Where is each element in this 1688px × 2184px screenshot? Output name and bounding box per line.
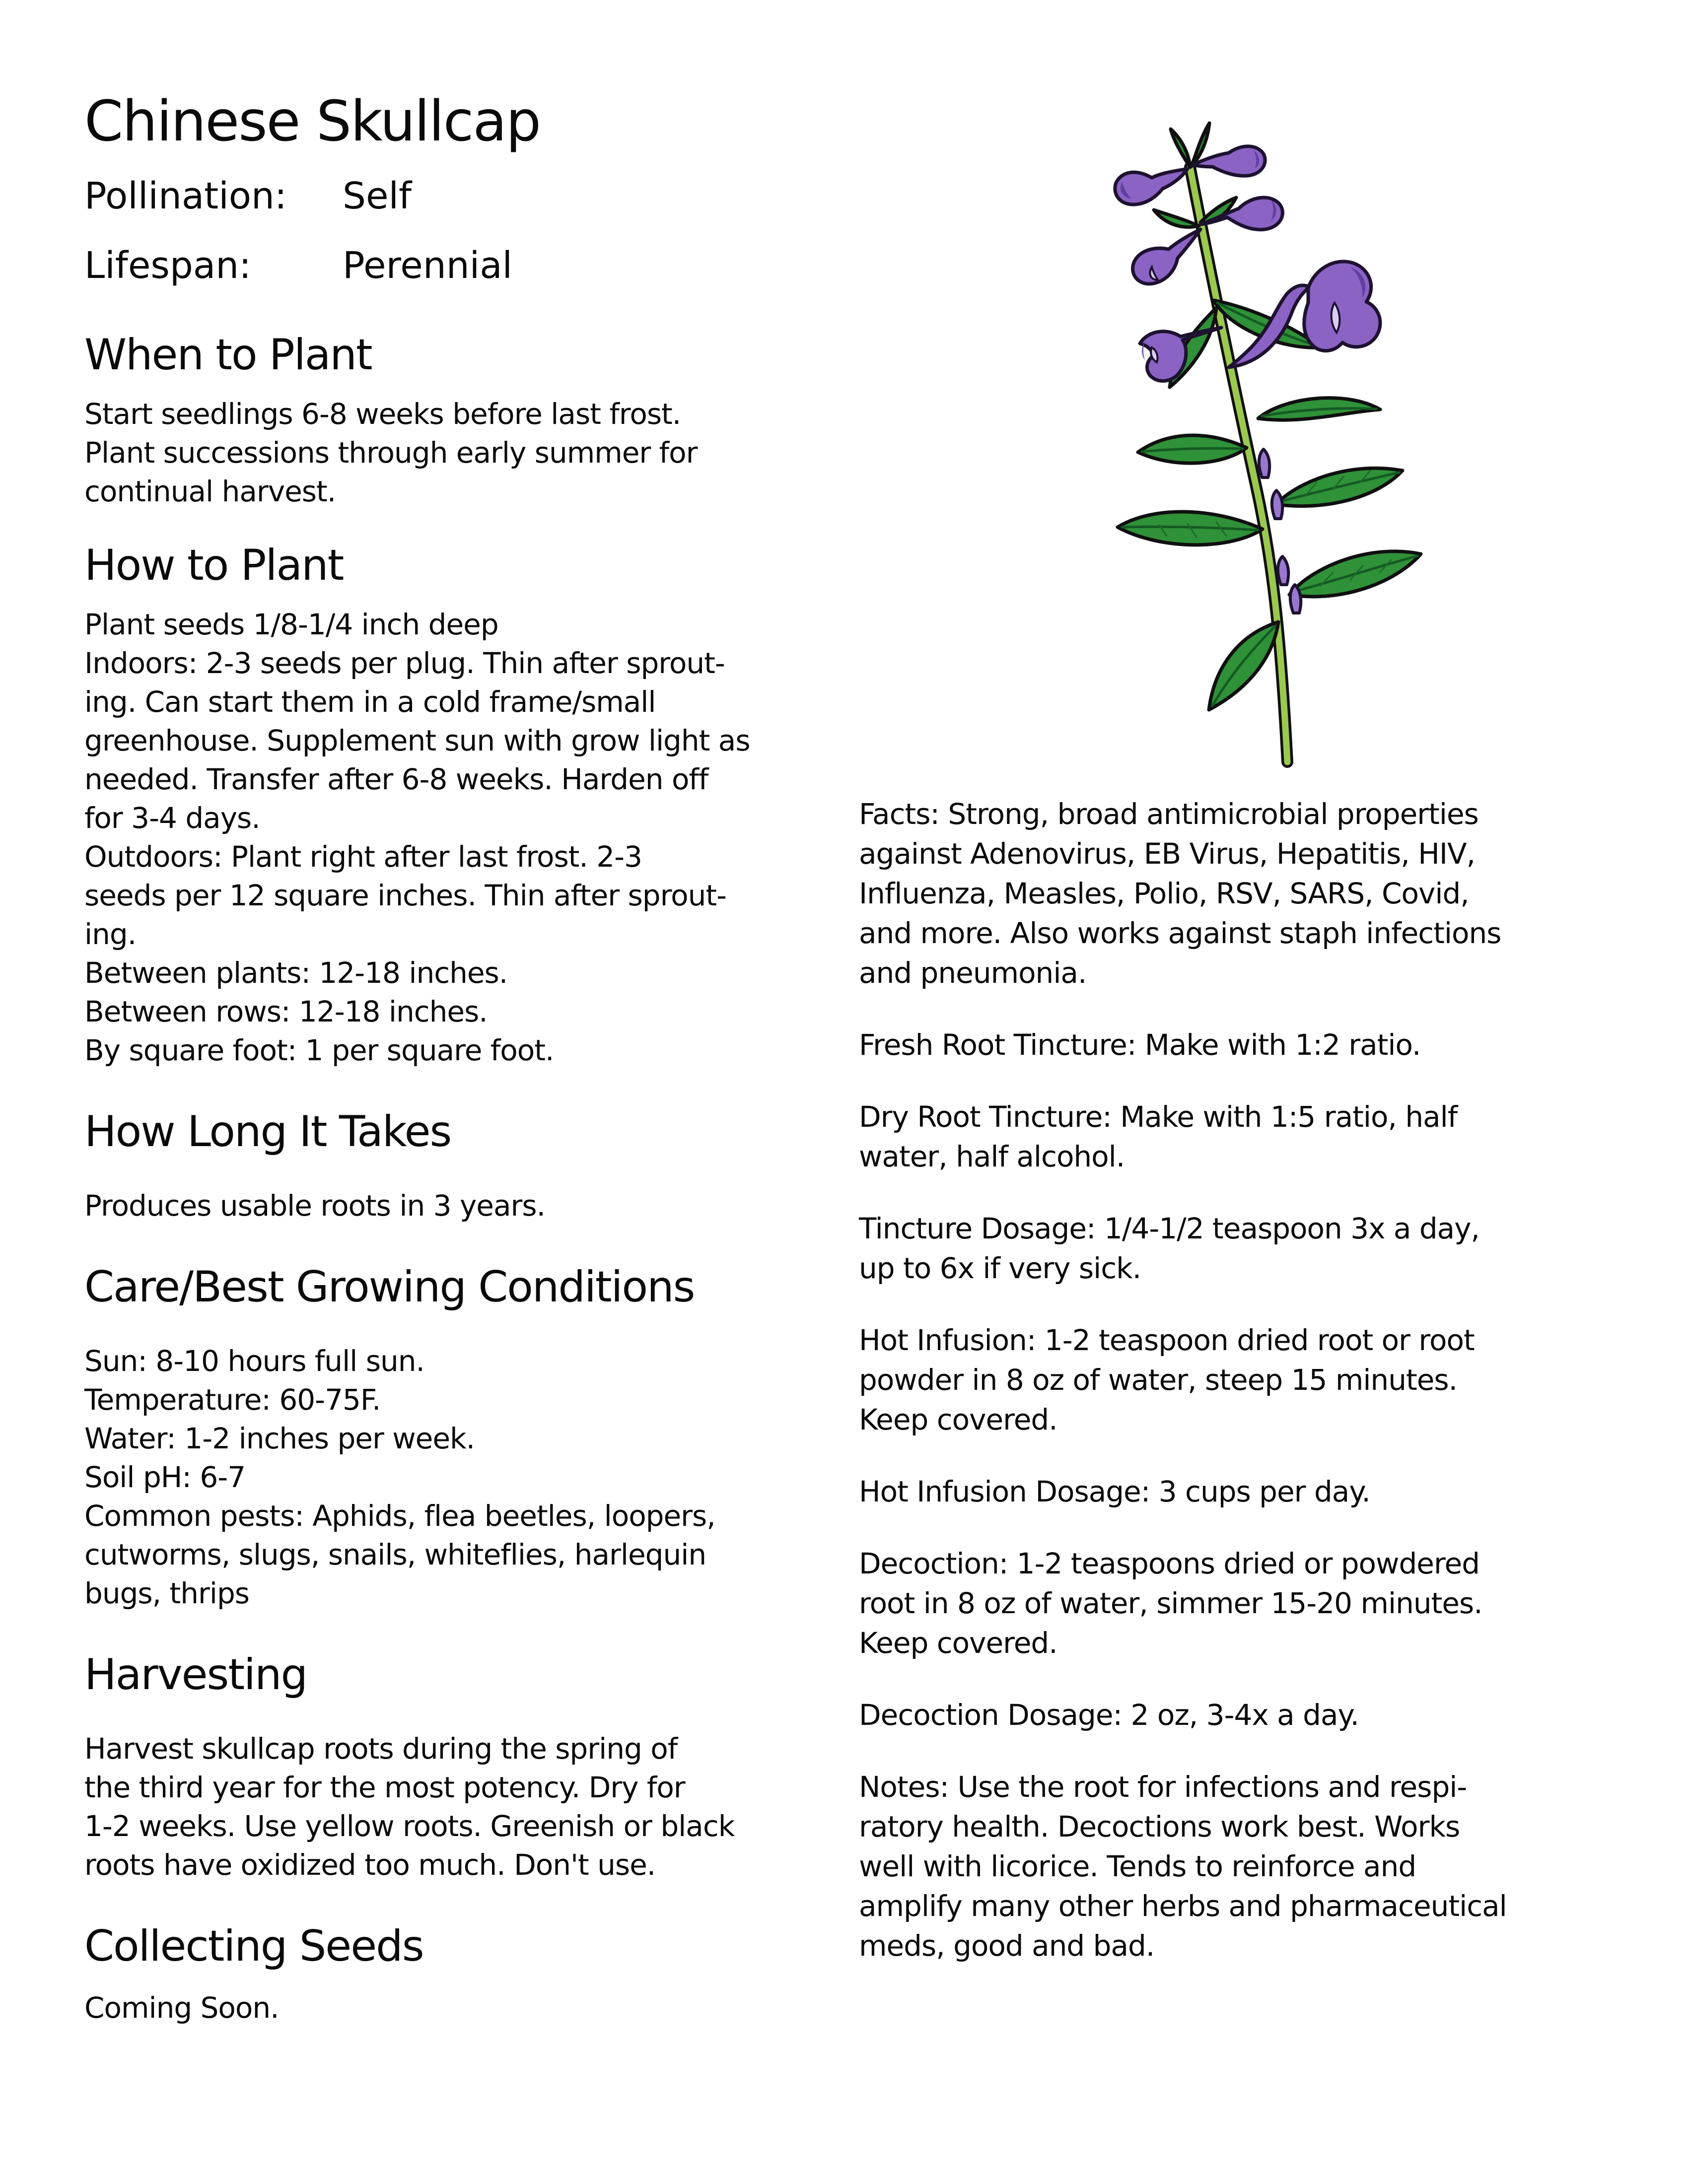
text-line: amplify many other herbs and pharmaceutical <box>859 1889 1507 1923</box>
text-line: Sun: 8-10 hours full sun. <box>84 1344 424 1378</box>
text-line: Decoction Dosage: 2 oz, 3-4x a day. <box>859 1698 1359 1732</box>
decoction-dosage-paragraph <box>859 1695 1663 1735</box>
text-line: Indoors: 2-3 seeds per plug. Thin after sprout- <box>84 646 725 680</box>
text-line: Temperature: 60-75F. <box>84 1383 381 1417</box>
facts-paragraph <box>859 794 1663 993</box>
text-line: Keep covered. <box>859 1403 1057 1436</box>
text-line: Start seedlings 6-8 weeks before last frost. <box>84 397 681 431</box>
left-column <box>84 82 844 2027</box>
lifespan-label: Lifespan: <box>84 244 252 287</box>
right-column <box>859 794 1663 1998</box>
lifespan-row <box>84 231 844 300</box>
hot-infusion-paragraph <box>859 1320 1663 1439</box>
text-line: water, half alcohol. <box>859 1140 1125 1173</box>
section-body <box>84 1988 844 2027</box>
text-line: Plant successions through early summer for <box>84 436 698 470</box>
text-line: ing. <box>84 917 137 951</box>
section-heading: Harvesting <box>84 1650 307 1700</box>
text-line: Influenza, Measles, Polio, RSV, SARS, Covid, <box>859 877 1469 910</box>
text-line: Decoction: 1-2 teaspoons dried or powdered <box>859 1547 1480 1580</box>
text-line: for 3-4 days. <box>84 801 260 835</box>
lifespan-value: Perennial <box>343 244 513 287</box>
section-body <box>84 1342 844 1613</box>
decoction-paragraph <box>859 1544 1663 1663</box>
section-heading: How to Plant <box>84 541 344 590</box>
text-line: Tincture Dosage: 1/4-1/2 teaspoon 3x a day, <box>859 1212 1479 1245</box>
text-line: Plant seeds 1/8-1/4 inch deep <box>84 608 498 641</box>
text-line: against Adenovirus, EB Virus, Hepatitis, HIV, <box>859 837 1476 871</box>
section-when-to-plant <box>84 328 844 511</box>
text-line: and pneumonia. <box>859 956 1087 990</box>
text-line: greenhouse. Supplement sun with grow light as <box>84 724 750 757</box>
text-line: Fresh Root Tincture: Make with 1:2 ratio. <box>859 1028 1421 1062</box>
text-line: root in 8 oz of water, simmer 15-20 minutes. <box>859 1586 1482 1620</box>
section-harvesting <box>84 1647 844 1884</box>
section-heading: Care/Best Growing Conditions <box>84 1262 695 1312</box>
section-how-to-plant <box>84 538 844 1070</box>
section-heading: Collecting Seeds <box>84 1921 423 1971</box>
text-line: cutworms, slugs, snails, whiteflies, harlequin <box>84 1538 706 1571</box>
text-line: Coming Soon. <box>84 1991 279 2025</box>
text-line: well with licorice. Tends to reinforce and <box>859 1849 1416 1883</box>
dry-root-tincture-paragraph <box>859 1097 1663 1176</box>
text-line: Harvest skullcap roots during the spring of <box>84 1732 678 1766</box>
text-line: By square foot: 1 per square foot. <box>84 1033 554 1067</box>
section-collecting-seeds <box>84 1919 844 2027</box>
text-line: Notes: Use the root for infections and respi- <box>859 1770 1467 1804</box>
section-body <box>84 1186 844 1225</box>
section-care-best-growing-conditions <box>84 1260 844 1613</box>
plant-illustration <box>1003 69 1475 779</box>
section-heading: When to Plant <box>84 330 372 380</box>
text-line: powder in 8 oz of water, steep 15 minutes. <box>859 1363 1458 1397</box>
text-line: Hot Infusion: 1-2 teaspoon dried root or root <box>859 1323 1475 1357</box>
text-line: ratory health. Decoctions work best. Works <box>859 1810 1460 1843</box>
pollination-label: Pollination: <box>84 175 287 217</box>
text-line: Soil pH: 6-7 <box>84 1460 246 1494</box>
text-line: up to 6x if very sick. <box>859 1251 1141 1285</box>
fresh-root-tincture-paragraph <box>859 1025 1663 1065</box>
text-line: and more. Also works against staph infections <box>859 916 1501 950</box>
text-line: Facts: Strong, broad antimicrobial properties <box>859 797 1478 831</box>
text-line: Between plants: 12-18 inches. <box>84 956 508 990</box>
text-line: continual harvest. <box>84 475 336 508</box>
section-body <box>84 605 844 1070</box>
text-line: Keep covered. <box>859 1626 1057 1660</box>
text-line: Between rows: 12-18 inches. <box>84 995 488 1028</box>
text-line: Outdoors: Plant right after last frost. 2-3 <box>84 840 642 874</box>
section-body <box>84 1729 844 1884</box>
text-line: 1-2 weeks. Use yellow roots. Greenish or black <box>84 1809 735 1843</box>
text-line: meds, good and bad. <box>859 1929 1155 1963</box>
text-line: the third year for the most potency. Dry for <box>84 1771 685 1804</box>
text-line: Produces usable roots in 3 years. <box>84 1189 546 1223</box>
pollination-value: Self <box>343 175 412 217</box>
text-line: Common pests: Aphids, flea beetles, loopers, <box>84 1499 715 1533</box>
page-title: Chinese Skullcap <box>84 89 541 154</box>
text-line: Dry Root Tincture: Make with 1:5 ratio, half <box>859 1100 1458 1134</box>
tincture-dosage-paragraph <box>859 1209 1663 1288</box>
section-how-long-it-takes <box>84 1104 844 1225</box>
text-line: roots have oxidized too much. Don't use. <box>84 1848 656 1882</box>
text-line: needed. Transfer after 6-8 weeks. Harden off <box>84 762 708 796</box>
chinese-skullcap-illustration-svg <box>1003 69 1475 779</box>
text-line: Hot Infusion Dosage: 3 cups per day. <box>859 1475 1370 1508</box>
section-heading: How Long It Takes <box>84 1107 451 1157</box>
text-line: seeds per 12 square inches. Thin after sprout- <box>84 879 727 912</box>
flowers <box>1115 146 1380 381</box>
notes-paragraph <box>859 1767 1663 1966</box>
text-line: Water: 1-2 inches per week. <box>84 1422 475 1455</box>
pollination-row <box>84 161 844 231</box>
text-line: bugs, thrips <box>84 1576 249 1610</box>
hot-infusion-dosage-paragraph <box>859 1472 1663 1511</box>
text-line: ing. Can start them in a cold frame/small <box>84 685 656 719</box>
section-body <box>84 395 844 511</box>
